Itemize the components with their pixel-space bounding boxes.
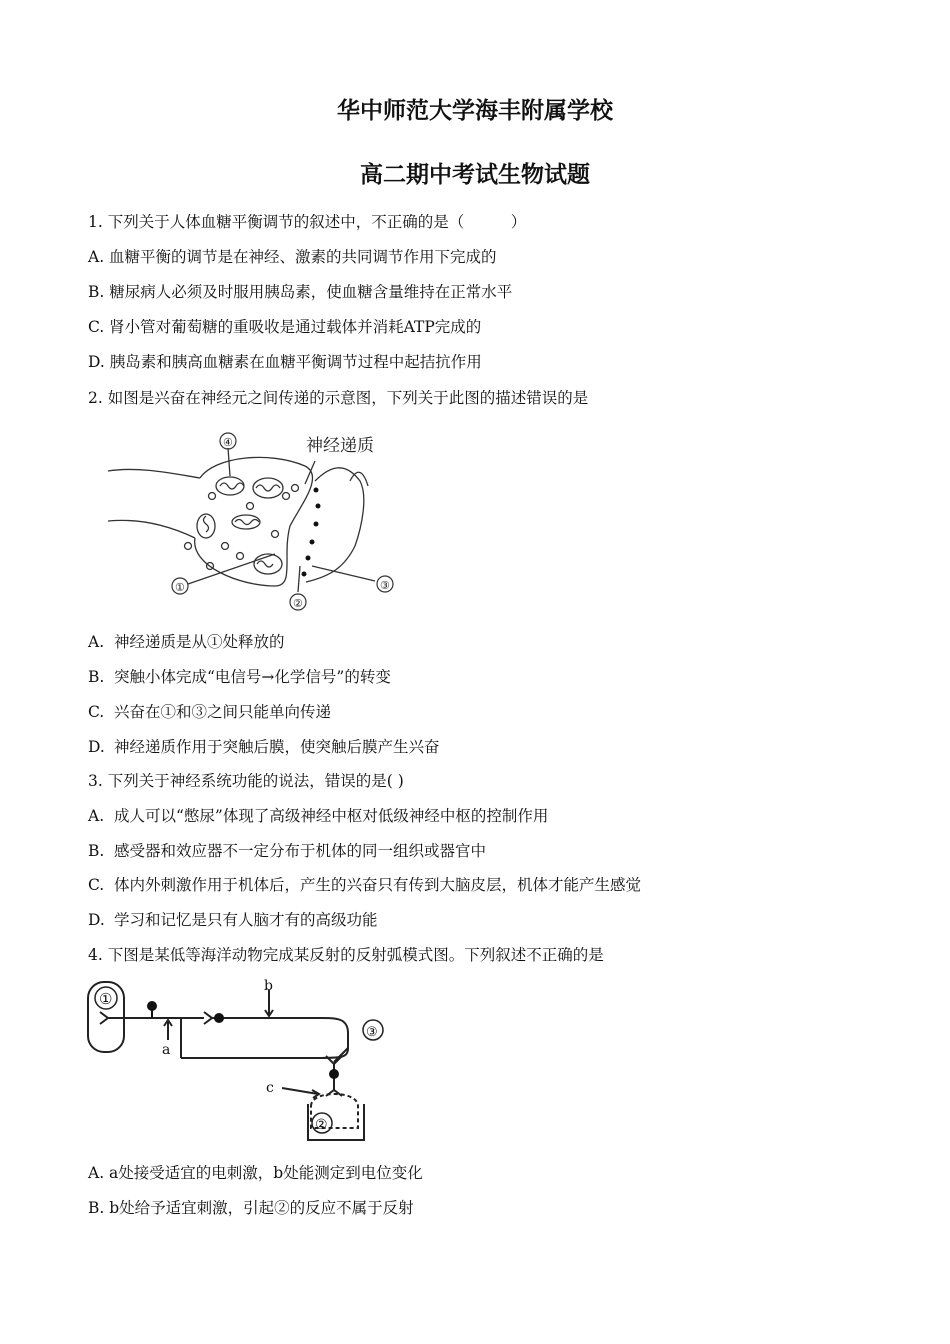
q2-option-d: D. 神经递质作用于突触后膜，使突触后膜产生兴奋 xyxy=(88,738,440,756)
q3-option-b: B. 感受器和效应器不一定分布于机体的同一组织或器官中 xyxy=(88,842,487,860)
label-effector-2: ② xyxy=(315,1117,328,1133)
label-3: ③ xyxy=(380,579,390,592)
label-4: ④ xyxy=(223,436,233,449)
q3-option-a: A. 成人可以“憋尿”体现了高级神经中枢对低级神经中枢的控制作用 xyxy=(88,807,549,825)
q3-option-d: D. 学习和记忆是只有人脑才有的高级功能 xyxy=(88,911,378,929)
label-center-3: ③ xyxy=(366,1025,378,1040)
q1-option-d: D. 胰岛素和胰高血糖素在血糖平衡调节过程中起拮抗作用 xyxy=(88,353,482,371)
reflex-arc-figure xyxy=(86,978,386,1146)
q1-option-a: A. 血糖平衡的调节是在神经、激素的共同调节作用下完成的 xyxy=(88,248,497,266)
label-2: ② xyxy=(293,597,303,610)
label-b: b xyxy=(264,978,273,994)
q1-option-b: B. 糖尿病人必须及时服用胰岛素，使血糖含量维持在正常水平 xyxy=(88,283,513,301)
q4-stem: 4. 下图是某低等海洋动物完成某反射的反射弧模式图。下列叙述不正确的是 xyxy=(88,946,604,964)
synapse-figure xyxy=(100,426,400,614)
neurotransmitter-label: 神经递质 xyxy=(306,436,374,456)
q4-option-a: A. a处接受适宜的电刺激，b处能测定到电位变化 xyxy=(88,1164,423,1182)
label-1: ① xyxy=(175,581,185,594)
exam-title: 高二期中考试生物试题 xyxy=(360,161,590,188)
q1-stem: 1. 下列关于人体血糖平衡调节的叙述中，不正确的是（ ） xyxy=(88,213,527,231)
q2-option-b: B. 突触小体完成“电信号→化学信号”的转变 xyxy=(88,668,391,686)
q4-option-b: B. b处给予适宜刺激，引起②的反应不属于反射 xyxy=(88,1199,414,1217)
q2-option-c: C. 兴奋在①和③之间只能单向传递 xyxy=(88,703,332,721)
q1-option-c: C. 肾小管对葡萄糖的重吸收是通过载体并消耗ATP完成的 xyxy=(88,318,482,336)
label-a: a xyxy=(162,1042,171,1058)
q2-option-a: A. 神经递质是从①处释放的 xyxy=(88,633,285,651)
label-receptor-1: ① xyxy=(99,990,113,1008)
school-title: 华中师范大学海丰附属学校 xyxy=(337,97,613,124)
label-c: c xyxy=(266,1080,274,1096)
q3-option-c: C. 体内外刺激作用于机体后，产生的兴奋只有传到大脑皮层，机体才能产生感觉 xyxy=(88,876,642,894)
q3-stem: 3. 下列关于神经系统功能的说法，错误的是( ) xyxy=(88,772,404,790)
q2-stem: 2. 如图是兴奋在神经元之间传递的示意图，下列关于此图的描述错误的是 xyxy=(88,389,589,407)
